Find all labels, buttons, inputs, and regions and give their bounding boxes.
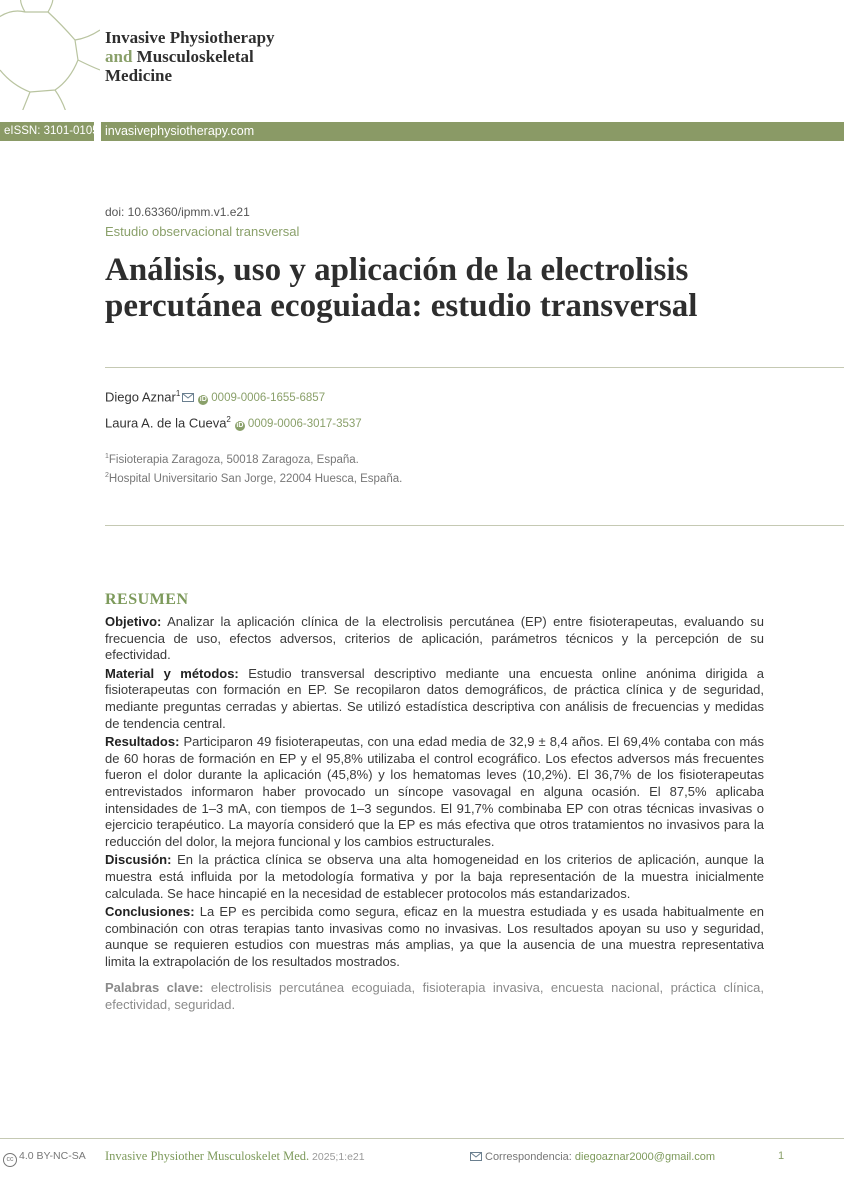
- author-affil-sup: 1: [175, 389, 181, 398]
- footer-citation: [105, 1149, 365, 1164]
- abstract-section: [105, 852, 764, 902]
- creative-commons-icon: cc: [3, 1153, 17, 1167]
- section-label: Resultados:: [105, 734, 180, 750]
- journal-name-line1: Invasive Physiotherapy: [105, 28, 275, 47]
- journal-name-line3: Medicine: [105, 66, 173, 85]
- section-text: En la práctica clínica se observa una alta homogeneidad en los criterios de aplicación, aunque la muestra está influida por la metodología formativa y por la baja representación de la muestra inicialmente calculada. Se hace hincapié en la necesidad de establecer protocolos más estandarizados.: [105, 852, 764, 901]
- section-label: Discusión:: [105, 852, 172, 868]
- orcid-icon[interactable]: iD: [199, 396, 207, 404]
- journal-name: [105, 28, 275, 85]
- correspondence-email-link[interactable]: diegoaznar2000@gmail.com: [574, 1151, 716, 1163]
- divider: [105, 367, 844, 368]
- divider: [105, 525, 844, 526]
- abstract-body: [105, 614, 764, 1016]
- affiliation-2: [105, 472, 402, 485]
- footer-divider: [0, 1138, 844, 1139]
- section-text: Analizar la aplicación clínica de la electrolisis percutánea (EP) entre fisioterapeutas, evaluando su frecuencia de uso, efectos adversos, criterios de aplicación, parámetros técnicos y la percepción de su efectividad.: [105, 614, 764, 663]
- affil-text: Hospital Universitario San Jorge, 22004 Huesca, España.: [108, 472, 403, 485]
- correspondence: [468, 1151, 715, 1163]
- orcid-link[interactable]: 0009-0006-3017-3537: [247, 418, 362, 431]
- volume-info: 2025;1:e21: [309, 1151, 365, 1163]
- abstract-section: [105, 614, 764, 664]
- keywords-label: Palabras clave:: [105, 980, 204, 996]
- website-link[interactable]: invasivephysiotherapy.com: [105, 124, 255, 138]
- author-2: [105, 415, 362, 431]
- journal-name-and: and: [105, 47, 133, 66]
- abstract-section: [105, 734, 764, 850]
- affil-sup: 2: [105, 472, 109, 479]
- correspondence-label: Correspondencia:: [485, 1151, 575, 1163]
- envelope-icon: [470, 1152, 482, 1161]
- affil-text: Fisioterapia Zaragoza, 50018 Zaragoza, España.: [108, 453, 359, 466]
- abstract-heading: RESUMEN: [105, 591, 189, 608]
- author-1: [105, 389, 325, 405]
- affiliation-1: [105, 453, 359, 466]
- orcid-link[interactable]: 0009-0006-1655-6857: [211, 392, 326, 405]
- website-bar: [101, 122, 844, 141]
- abstract-section: [105, 666, 764, 732]
- author-name: Diego Aznar: [105, 389, 176, 405]
- abstract-section: [105, 904, 764, 970]
- section-text: Participaron 49 fisioterapeutas, con una edad media de 32,9 ± 8,4 años. El 69,4% contaba con más de 60 horas de formación en EP y el 95,8% utilizaba el control ecográfico. Los efectos adversos más frecuentes fueron el dolor durante la aplicación (45,8%) y los hematomas leves (10,2%). El 36,7% de los fisioterapeutas entrevistados informaron haber provocado un síncope vasovagal en alguna ocasión. El 87,5% aplicaba intensidades de 1–3 mA, con tiempos de 1–3 segundos. El 91,7% combinaba EP con otras técnicas invasivas o ejercicio terapéutico. La mayoría consideró que la EP es más efectiva que otros tratamientos no invasivos para la reducción del dolor, la mejora funcional y los cambios estructurales.: [105, 734, 764, 849]
- doi[interactable]: doi: 10.63360/ipmm.v1.e21: [105, 205, 250, 219]
- journal-name-line2: Musculoskeletal: [132, 47, 254, 66]
- keywords: [105, 980, 764, 1013]
- author-affil-sup: 2: [226, 415, 231, 424]
- journal-logo: [0, 0, 100, 110]
- envelope-icon[interactable]: [182, 393, 194, 402]
- section-label: Objetivo:: [105, 614, 162, 629]
- journal-abbrev: Invasive Physiother Musculoskelet Med.: [105, 1149, 310, 1163]
- eissn-text: eISSN: 3101-0105: [4, 125, 99, 137]
- section-label: Material y métodos:: [105, 665, 239, 681]
- section-text: La EP es percibida como segura, eficaz en la muestra estudiada y es usada habitualmente en combinación con otras terapias tanto invasivas como no invasivas. Los resultados apoyan su uso y seguridad, aunque se requieren estudios con muestras más amplias, ya que la ausencia de una muestra representativa limita la extrapolación de los resultados mostrados.: [105, 904, 764, 969]
- author-name: Laura A. de la Cueva: [105, 415, 227, 431]
- section-text: Estudio transversal descriptivo mediante una encuesta online anónima dirigida a fisioterapeutas con formación en EP. Se recopilaron datos demográficos, de práctica clínica y de seguridad, mediante preguntas cerradas y abiertas. Se utilizó estadística descriptiva con análisis de frecuencias y medidas de tendencia central.: [105, 665, 764, 731]
- license-text: 4.0 BY-NC-SA: [19, 1150, 86, 1162]
- study-type: Estudio observacional transversal: [105, 224, 300, 239]
- page-number: 1: [778, 1150, 785, 1162]
- article-title: Análisis, uso y aplicación de la electrolisis percutánea ecoguiada: estudio transversal: [105, 252, 698, 324]
- affil-sup: 1: [105, 453, 109, 460]
- orcid-icon[interactable]: iD: [236, 422, 244, 430]
- eissn-bar: [0, 122, 99, 141]
- keywords-text: electrolisis percutánea ecoguiada, fisioterapia invasiva, encuesta nacional, práctica clínica, efectividad, seguridad.: [105, 980, 764, 1013]
- license[interactable]: [3, 1150, 86, 1167]
- section-label: Conclusiones:: [105, 904, 195, 920]
